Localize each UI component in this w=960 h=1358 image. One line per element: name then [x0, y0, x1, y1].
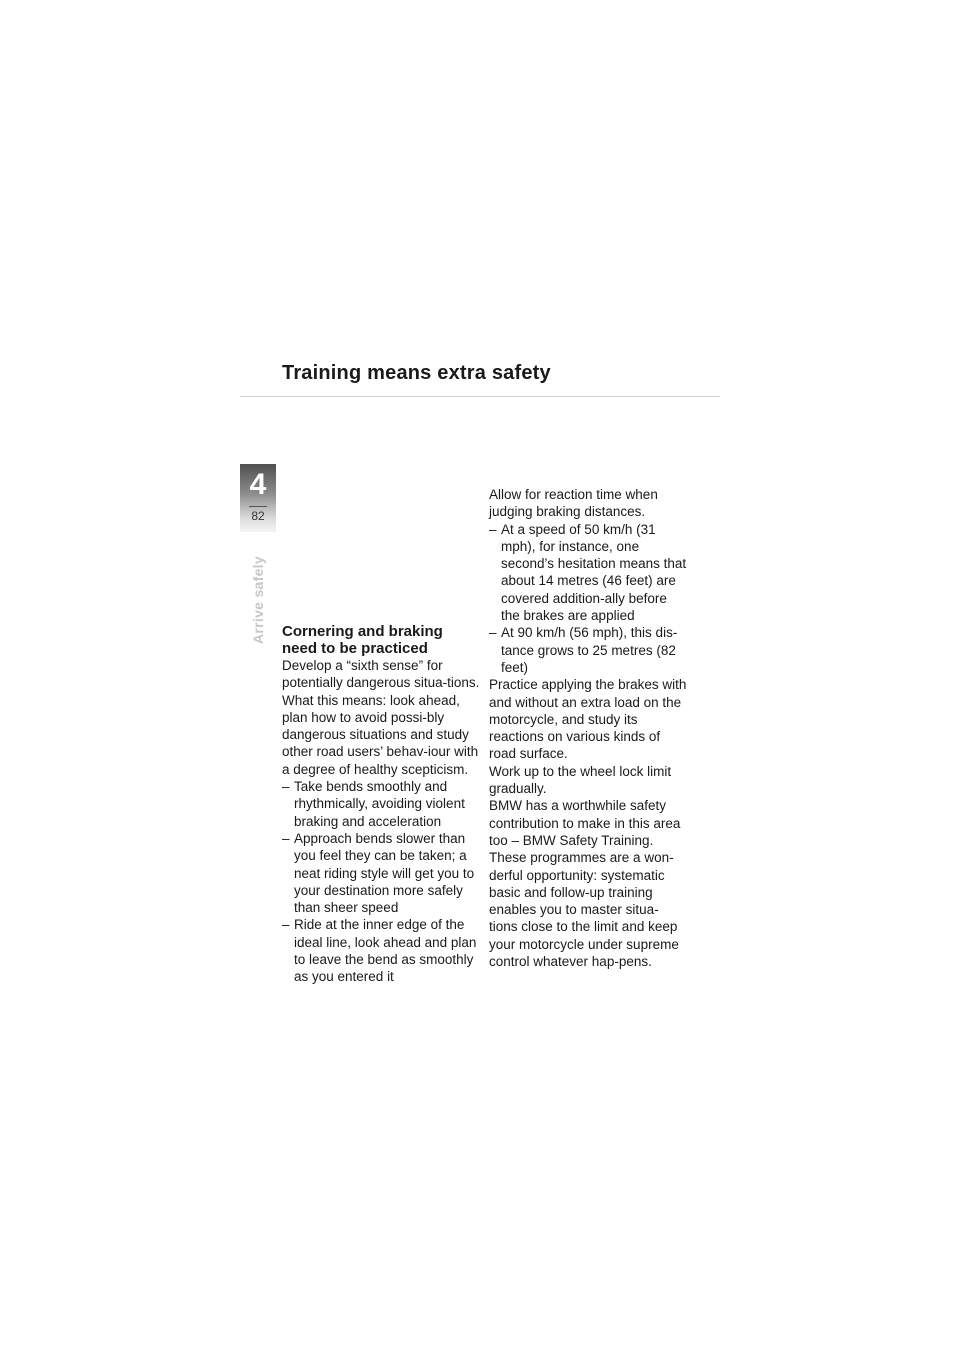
- page-title: Training means extra safety: [282, 362, 551, 384]
- braking-distance-list: [489, 521, 687, 677]
- cornering-tips-list: [282, 778, 480, 986]
- title-divider: [240, 396, 720, 397]
- wheel-lock-paragraph: Work up to the wheel lock limit gradually.: [489, 763, 672, 797]
- chapter-divider: [249, 506, 267, 507]
- chapter-tab: [240, 464, 276, 532]
- list-item: – At 90 km/h (56 mph), this dis-tance grows to 25 metres (82 feet): [489, 624, 687, 676]
- page-number: 82: [251, 509, 265, 523]
- section-label: Arrive safely: [250, 556, 266, 644]
- intro-paragraph: Develop a “sixth sense” for potentially dangerous situa-tions. What this means: look ahead, plan how to avoid possi-bly dangerous situations and study other road users’ behav-iour with a degree of healthy scepticism.: [282, 658, 480, 777]
- list-item: – At a speed of 50 km/h (31 mph), for instance, one second’s hesitation means that about 14 metres (46 feet) are covered addition-ally before the brakes are applied: [489, 521, 687, 625]
- safety-training-paragraph: BMW has a worthwhile safety contribution to make in this area too – BMW Safety Training. These programmes are a won-derful opportunity: systematic basic and follow-up training enables you to master situa-tions close to the limit and keep your motorcycle under supreme control whatever hap-pens.: [489, 798, 681, 970]
- left-column: [282, 623, 480, 986]
- right-column: [489, 486, 687, 970]
- reaction-time-paragraph: Allow for reaction time when judging braking distances.: [489, 487, 658, 520]
- brake-practice-paragraph: Practice applying the brakes with and without an extra load on the motorcycle, and study its reactions on various kinds of road surface.: [489, 677, 687, 762]
- chapter-number: 4: [249, 468, 267, 501]
- list-item: – Approach bends slower than you feel they can be taken; a neat riding style will get you to your destination more safely than sheer speed: [282, 830, 480, 916]
- list-item: – Take bends smoothly and rhythmically, avoiding violent braking and acceleration: [282, 778, 480, 830]
- section-heading: Cornering and braking need to be practiced: [282, 623, 443, 657]
- list-item: – Ride at the inner edge of the ideal line, look ahead and plan to leave the bend as smoothly as you entered it: [282, 916, 480, 985]
